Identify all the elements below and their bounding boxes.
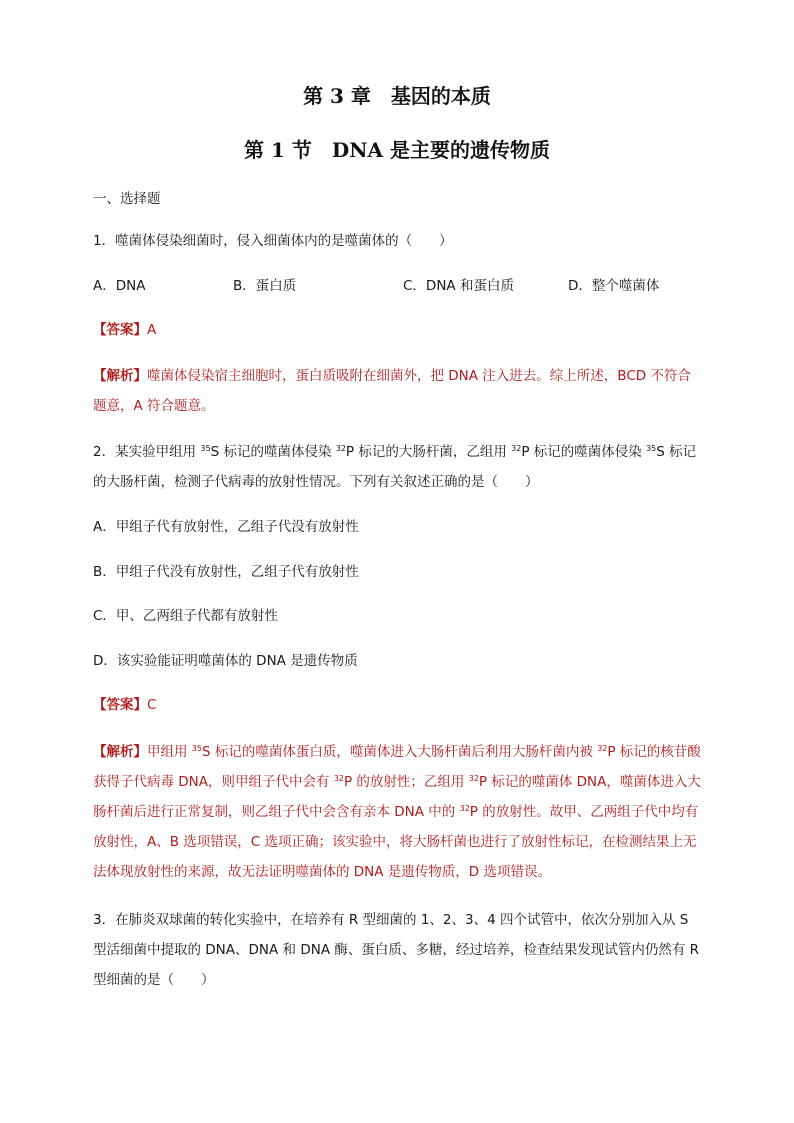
q2-stem-text: 2．某实验甲组用	[93, 444, 201, 460]
superscript: 32	[335, 444, 346, 453]
q2-option-c: C．甲、乙两组子代都有放射性	[93, 608, 278, 624]
superscript: 35	[200, 444, 211, 453]
chapter-title: 第 3 章 基因的本质	[303, 84, 491, 108]
answer-value: C	[147, 697, 157, 713]
q1-option-c: C．DNA 和蛋白质	[403, 278, 514, 294]
question-1-stem: 1．噬菌体侵染细菌时，侵入细菌体内的是噬菌体的（ ）	[93, 233, 453, 249]
analysis-text: P 的放射性。故甲、乙两组子代中均有放射性，A、B 选项错误，C 选项正确；该实验中，将大肠杆菌也进行了放射性标记，在检测结果上无法体现放射性的来源，故无法证明噬菌体的 DNA 是遗传物质，D 选项错误。	[93, 804, 699, 880]
analysis-text: P 标记的噬菌体 DNA，噬菌体进入大肠杆菌后进行正常复制，则乙组子代中会含有亲本 DNA 中的	[93, 774, 701, 820]
q1-option-a: A．DNA	[93, 278, 146, 294]
analysis-text: P 标记的核苷酸获得子代病毒 DNA，则甲组子代中会有	[93, 744, 701, 790]
analysis-label: 【解析】	[93, 368, 147, 384]
analysis-text: P 的放射性；乙组用	[344, 774, 469, 790]
analysis-text: S 标记的噬菌体蛋白质，噬菌体进入大肠杆菌后利用大肠杆菌内被	[201, 744, 598, 760]
superscript: 32	[511, 444, 522, 453]
q2-stem-text: S 标记的大肠杆菌，检测子代病毒的放射性情况。下列有关叙述正确的是（ ）	[93, 444, 697, 490]
q2-stem-text: P 标记的噬菌体侵染	[521, 444, 647, 460]
superscript: 35	[191, 744, 202, 753]
superscript: 32	[597, 744, 608, 753]
q2-option-a: A．甲组子代有放射性，乙组子代没有放射性	[93, 519, 359, 535]
q2-analysis	[93, 737, 701, 887]
superscript: 32	[459, 804, 470, 813]
superscript: 32	[333, 774, 344, 783]
q1-answer	[93, 320, 156, 340]
q2-option-b: B．甲组子代没有放射性，乙组子代有放射性	[93, 564, 359, 580]
answer-label: 【答案】	[93, 322, 147, 338]
answer-value: A	[147, 322, 157, 338]
answer-label: 【答案】	[93, 697, 147, 713]
q2-option-d: D．该实验能证明噬菌体的 DNA 是遗传物质	[93, 653, 358, 669]
superscript: 35	[646, 444, 657, 453]
section-label: 一、选择题	[93, 191, 161, 207]
q2-stem-text: S 标记的噬菌体侵染	[210, 444, 336, 460]
question-3-stem: 3．在肺炎双球菌的转化实验中，在培养有 R 型细菌的 1、2、3、4 四个试管中，依次分别加入从 S 型活细菌中提取的 DNA、DNA 和 DNA 酶、蛋白质、多糖，经过培养，检查结果发现试管内仍然有 R 型细菌的是（ ）	[93, 912, 700, 988]
section-title: 第 1 节 DNA 是主要的遗传物质	[244, 138, 550, 162]
q2-answer	[93, 695, 156, 715]
q1-option-b: B．蛋白质	[233, 278, 297, 294]
analysis-text: 甲组用	[147, 744, 192, 760]
q2-stem-text: P 标记的大肠杆菌，乙组用	[345, 444, 512, 460]
analysis-text: 噬菌体侵染宿主细胞时，蛋白质吸附在细菌外，把 DNA 注入进去。综上所述，BCD 不符合题意，A 符合题意。	[93, 368, 691, 414]
superscript: 32	[468, 774, 479, 783]
question-2-stem	[93, 437, 701, 497]
analysis-label: 【解析】	[93, 744, 147, 760]
q1-option-d: D．整个噬菌体	[568, 278, 660, 294]
q1-analysis	[93, 361, 701, 421]
